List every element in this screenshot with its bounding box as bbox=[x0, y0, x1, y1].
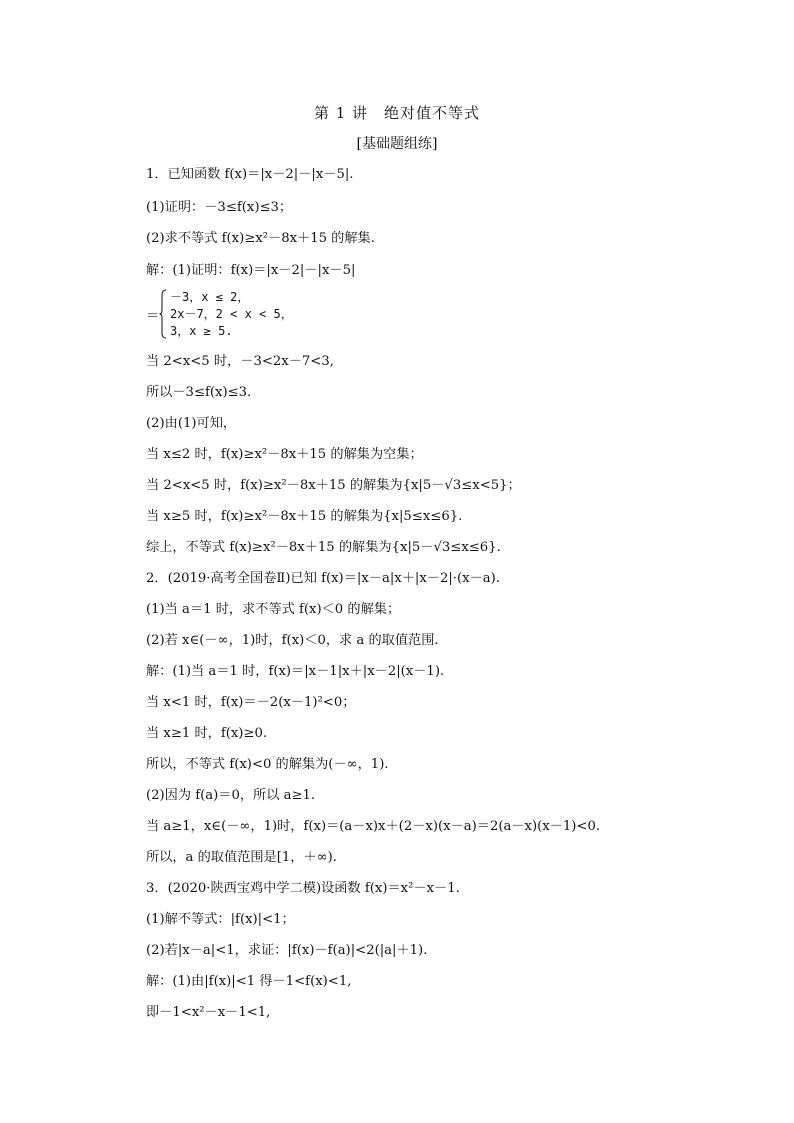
page-title: 第 1 讲 绝对值不等式 bbox=[313, 104, 481, 122]
solution-3-line: 解：(1)由|f(x)|<1 得－1<f(x)<1, bbox=[146, 974, 352, 989]
solution-1-line: 当 2<x<5 时，f(x)≥x²－8x＋15 的解集为{x|5－√3≤x<5}； bbox=[146, 478, 521, 493]
solution-2-line: 当 a≥1，x∈(－∞，1)时，f(x)＝(a－x)x＋(2－x)(x－a)＝2(a－x)(x－1)<0. bbox=[146, 819, 601, 834]
solution-2-line: 解：(1)当 a＝1 时，f(x)＝|x－1|x＋|x－2|(x－1). bbox=[146, 664, 445, 679]
solution-2-line: 当 x≥1 时，f(x)≥0. bbox=[146, 726, 268, 741]
solution-2-conclusion: 所以，a 的取值范围是[1，＋∞). bbox=[146, 850, 337, 865]
problem-3-part-1: (1)解不等式：|f(x)|<1； bbox=[146, 912, 295, 927]
solution-1-line: 解：(1)证明：f(x)＝|x－2|－|x－5| bbox=[146, 263, 356, 278]
problem-2-part-1: (1)当 a＝1 时，求不等式 f(x)＜0 的解集； bbox=[146, 602, 401, 617]
solution-1-line: 当 x≤2 时，f(x)≥x²－8x＋15 的解集为空集； bbox=[146, 447, 423, 462]
problem-1-statement: 1．已知函数 f(x)＝|x－2|－|x－5|. bbox=[146, 167, 354, 182]
problem-3-part-2: (2)若|x－a|<1，求证：|f(x)－f(a)|<2(|a|＋1). bbox=[146, 943, 428, 958]
solution-2-line: 所以，不等式 f(x)<0 的解集为(－∞，1). bbox=[146, 757, 389, 772]
problem-2-part-2: (2)若 x∈(－∞，1)时，f(x)＜0，求 a 的取值范围. bbox=[146, 633, 439, 648]
piecewise-case: 2x－7，2 < x < 5， bbox=[170, 307, 293, 321]
piecewise-case: 3，x ≥ 5. bbox=[170, 324, 233, 338]
problem-1-part-2: (2)求不等式 f(x)≥x²－8x＋15 的解集. bbox=[146, 231, 375, 246]
solution-1-line: 当 x≥5 时，f(x)≥x²－8x＋15 的解集为{x|5≤x≤6}. bbox=[146, 509, 463, 524]
solution-2-line: 当 x<1 时，f(x)＝－2(x－1)²<0； bbox=[146, 695, 356, 710]
solution-3-line: 即－1<x²－x－1<1, bbox=[146, 1005, 271, 1020]
solution-1-conclusion: 综上，不等式 f(x)≥x²－8x＋15 的解集为{x|5－√3≤x≤6}. bbox=[146, 540, 501, 555]
problem-2-statement: 2．(2019·高考全国卷Ⅱ)已知 f(x)＝|x－a|x＋|x－2|·(x－a). bbox=[146, 571, 500, 586]
piecewise-case: －3，x ≤ 2， bbox=[170, 290, 250, 304]
left-brace-icon bbox=[159, 289, 167, 339]
piecewise-function bbox=[146, 287, 386, 343]
problem-3-statement: 3．(2020·陕西宝鸡中学二模)设函数 f(x)＝x²－x－1. bbox=[146, 881, 460, 896]
solution-1-line: (2)由(1)可知， bbox=[146, 416, 237, 431]
section-subtitle: [基础题组练] bbox=[356, 136, 438, 152]
piecewise-equals: ＝ bbox=[146, 309, 160, 324]
solution-1-line: 当 2<x<5 时，－3<2x－7<3, bbox=[146, 354, 334, 369]
solution-2-line: (2)因为 f(a)＝0，所以 a≥1. bbox=[146, 788, 316, 803]
problem-1-part-1: (1)证明：－3≤f(x)≤3； bbox=[146, 200, 293, 215]
solution-1-line: 所以－3≤f(x)≤3. bbox=[146, 385, 252, 400]
